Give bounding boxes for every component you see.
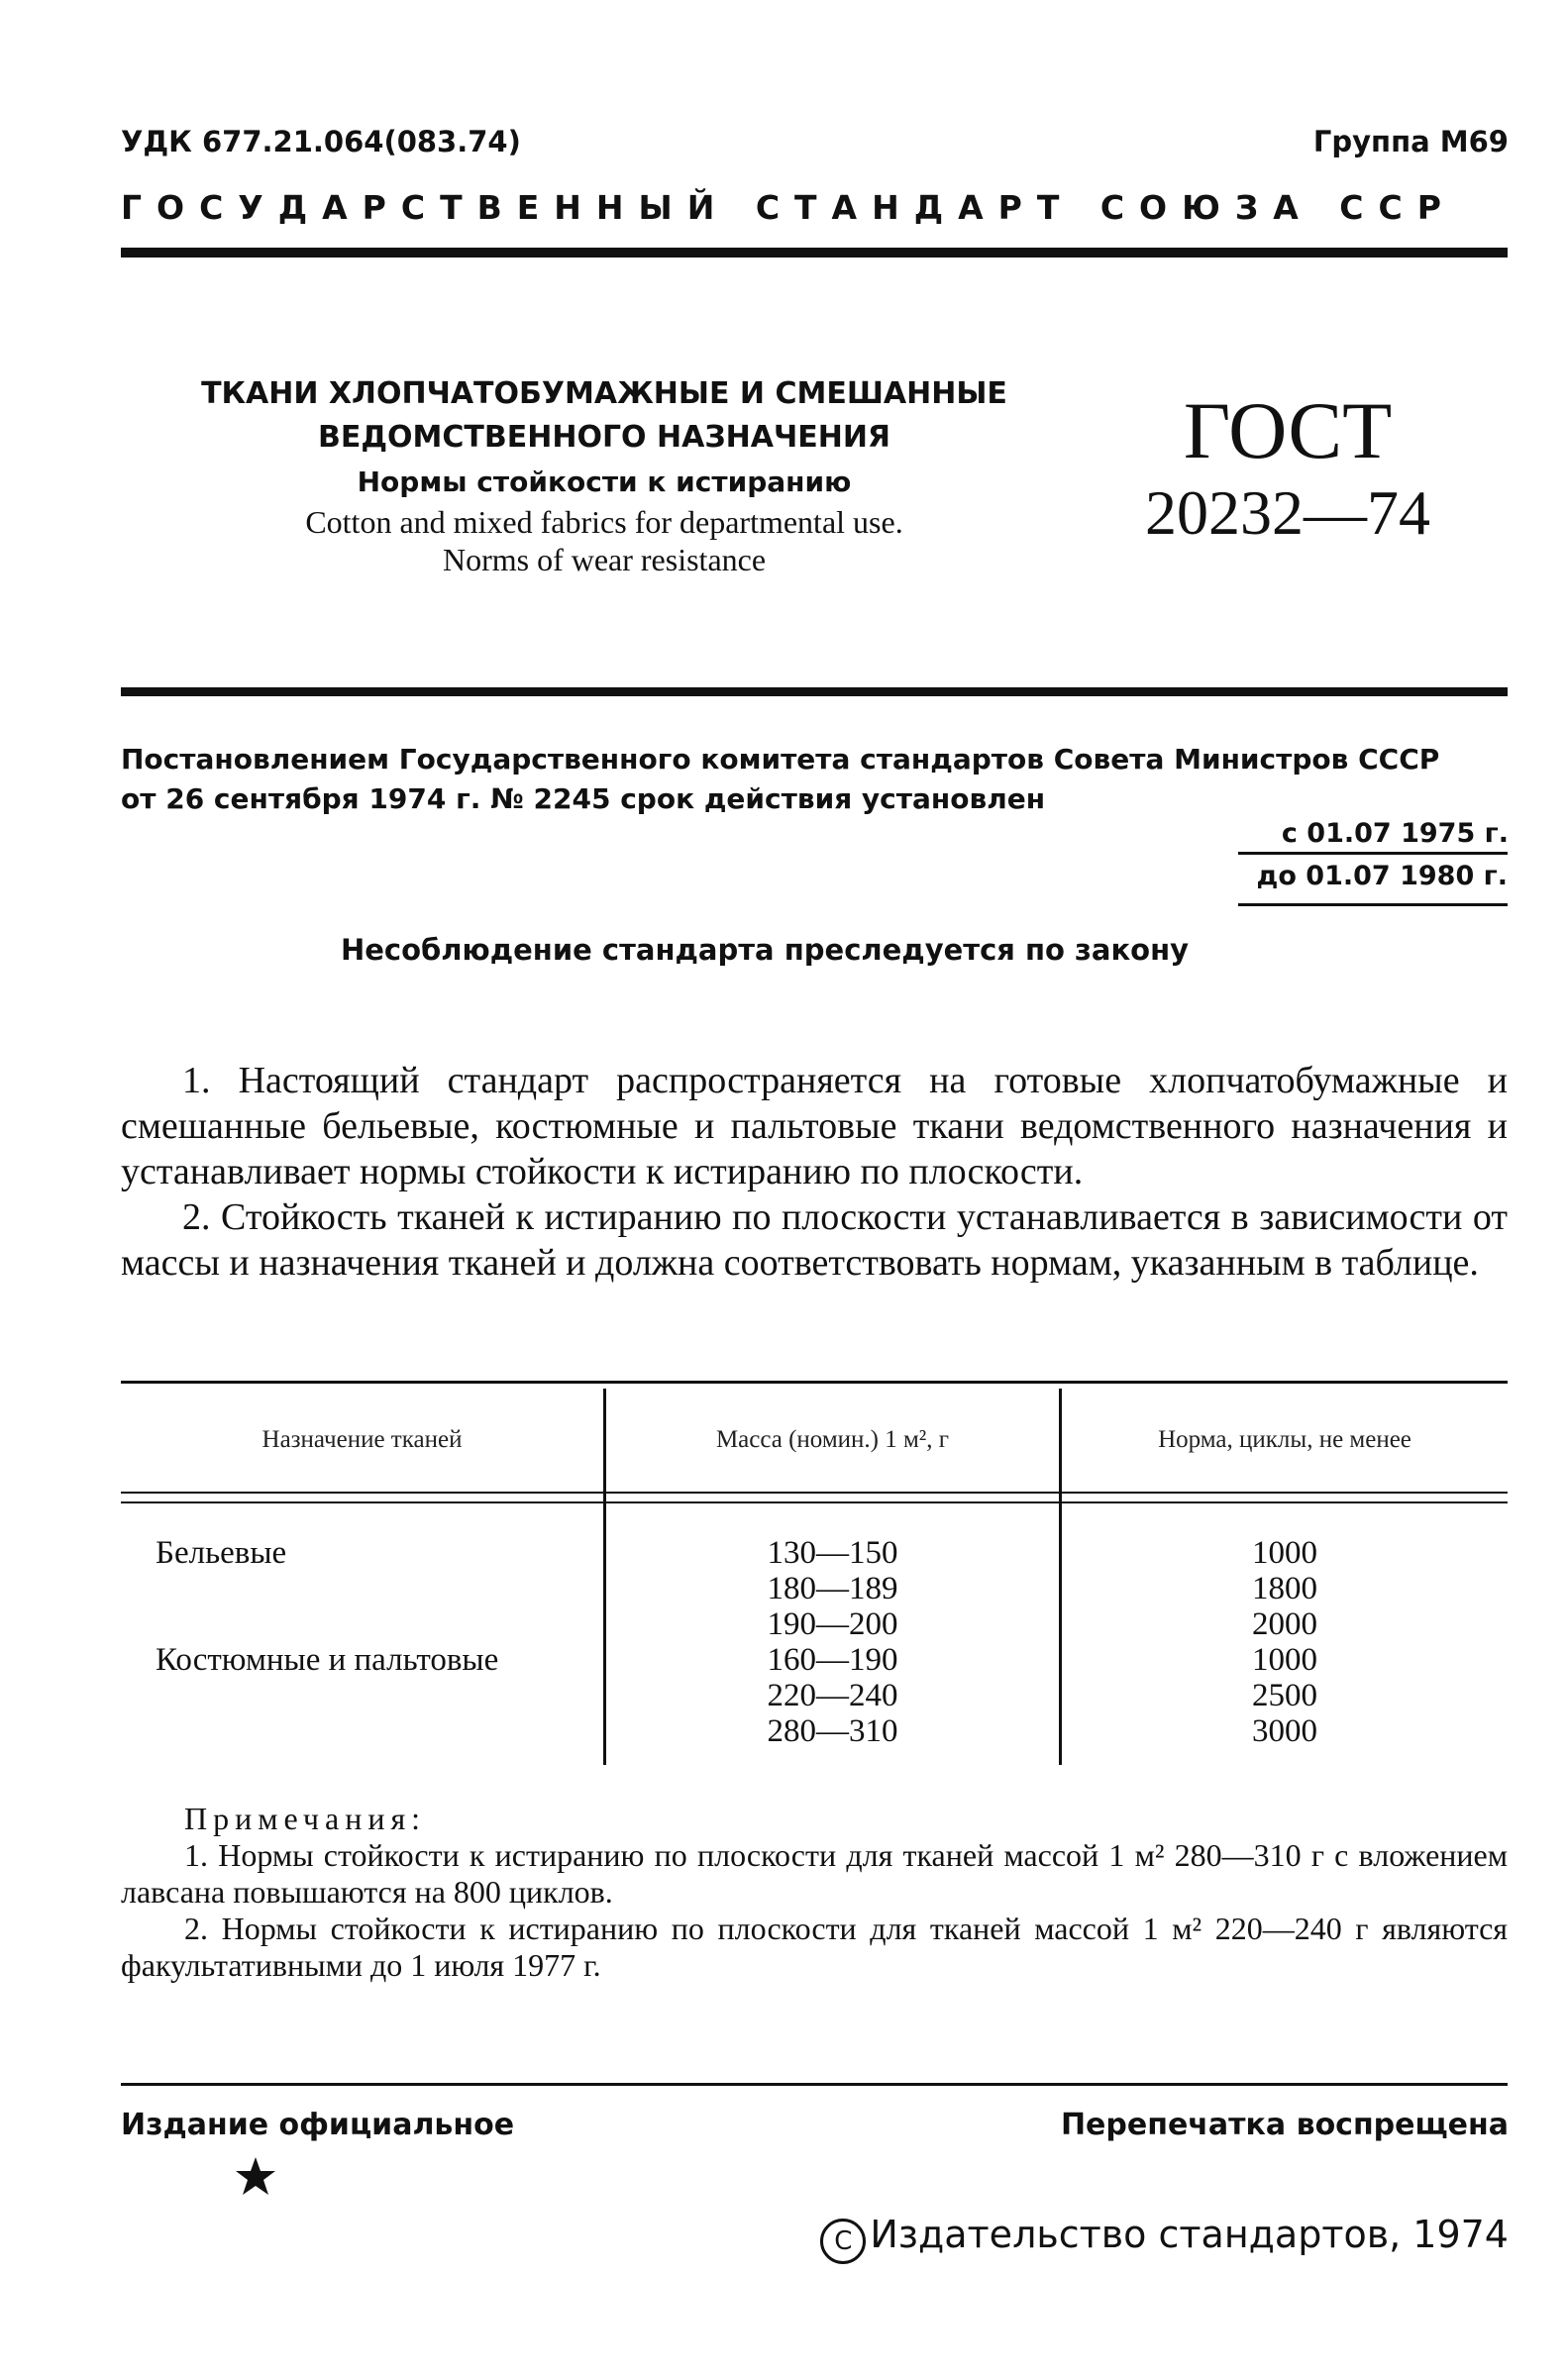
top-rule (121, 248, 1508, 258)
star-icon (234, 2155, 277, 2199)
norm-value: 3000 (1252, 1713, 1317, 1749)
decree-line-2: от 26 сентября 1974 г. № 2245 срок действия установлен (121, 782, 1046, 815)
norm-value: 1000 (1252, 1642, 1317, 1678)
mass-value: 220—240 (767, 1678, 898, 1713)
subtitle-ru: Нормы стойкости к истиранию (357, 465, 852, 498)
header-mass: Масса (номин.) 1 м², г (715, 1426, 950, 1453)
official-edition-label: Издание официальное (121, 2108, 515, 2142)
mass-value: 130—150 (767, 1535, 898, 1571)
note-2: 2. Нормы стойкости к истиранию по плоскости для тканей массой 1 м² 220—240 г являются факультативными до 1 июля 1977 г. (121, 1911, 1508, 1983)
date-bottom-rule (1238, 903, 1508, 906)
paragraph-2: 2. Стойкость тканей к истиранию по плоскости устанавливается в зависимости от массы и назначения тканей и должна соответствовать нормам, указанным в таблице. (121, 1196, 1508, 1284)
middle-rule (121, 687, 1508, 696)
title-line-1: ТКАНИ ХЛОПЧАТОБУМАЖНЫЕ И СМЕШАННЫЕ (201, 376, 1007, 411)
reprint-prohibited-label: Перепечатка воспрещена (1060, 2108, 1509, 2142)
state-standard-heading: ГОСУДАРСТВЕННЫЙ СТАНДАРТ СОЮЗА ССР (121, 188, 1456, 227)
legal-warning: Несоблюдение стандарта преследуется по закону (340, 933, 1190, 967)
title-en-line-1: Cotton and mixed fabrics for departmental use. (305, 504, 903, 540)
notes (121, 1801, 1508, 1984)
norm-value: 2500 (1252, 1678, 1317, 1713)
norm-cell (1062, 1535, 1508, 1749)
body-text (121, 1058, 1508, 1286)
title-block (158, 372, 1050, 578)
note-1: 1. Нормы стойкости к истиранию по плоскости для тканей массой 1 м² 280—310 г с вложением лавсана повышаются на 800 циклов. (121, 1837, 1508, 1910)
udk-code: УДК 677.21.064(083.74) (121, 125, 521, 158)
publisher-line (820, 2213, 1509, 2264)
group-code: Группа М69 (1312, 125, 1509, 158)
table-header-rule-2 (121, 1501, 1508, 1503)
validity-date-to: до 01.07 1980 г. (1256, 861, 1508, 891)
title-line-2: ВЕДОМСТВЕННОГО НАЗНАЧЕНИЯ (317, 420, 891, 455)
header-purpose: Назначение тканей (261, 1426, 463, 1453)
mass-value: 190—200 (767, 1606, 898, 1642)
norm-value: 2000 (1252, 1606, 1317, 1642)
header-norm: Норма, циклы, не менее (1158, 1426, 1411, 1453)
bottom-rule (121, 2083, 1508, 2086)
date-separator-rule (1238, 852, 1508, 855)
decree-line-1: Постановлением Государственного комитета стандартов Совета Министров СССР (121, 743, 1440, 776)
purpose-cell: Бельевые (156, 1535, 287, 1571)
table-top-rule (121, 1381, 1508, 1384)
norms-table (121, 1381, 1508, 1777)
mass-value: 280—310 (767, 1713, 898, 1749)
validity-date-to-block (1238, 852, 1508, 891)
gost-number: 20232—74 (1145, 477, 1430, 548)
gost-designation (1109, 385, 1466, 553)
mass-value: 160—190 (767, 1642, 898, 1678)
notes-heading: Примечания: (184, 1801, 427, 1836)
norm-value: 1800 (1252, 1571, 1317, 1606)
gost-label: ГОСТ (1183, 385, 1393, 475)
mass-value: 180—189 (767, 1571, 898, 1606)
norm-value: 1000 (1252, 1535, 1317, 1571)
purpose-cell: Костюмные и пальтовые (156, 1642, 499, 1678)
paragraph-1: 1. Настоящий стандарт распространяется на готовые хлопчатобумажные и смешанные бельевые, костюмные и пальтовые ткани ведомственного назначения и устанавливает нормы стойкости к истиранию по плоскости. (121, 1060, 1508, 1192)
title-en-line-2: Norms of wear resistance (442, 542, 767, 577)
copyright-icon: C (820, 2219, 866, 2264)
publisher-text: Издательство стандартов, 1974 (870, 2213, 1509, 2256)
table-header-rule (121, 1492, 1508, 1494)
validity-date-from: с 01.07 1975 г. (1281, 818, 1509, 849)
mass-cell (606, 1535, 1059, 1749)
